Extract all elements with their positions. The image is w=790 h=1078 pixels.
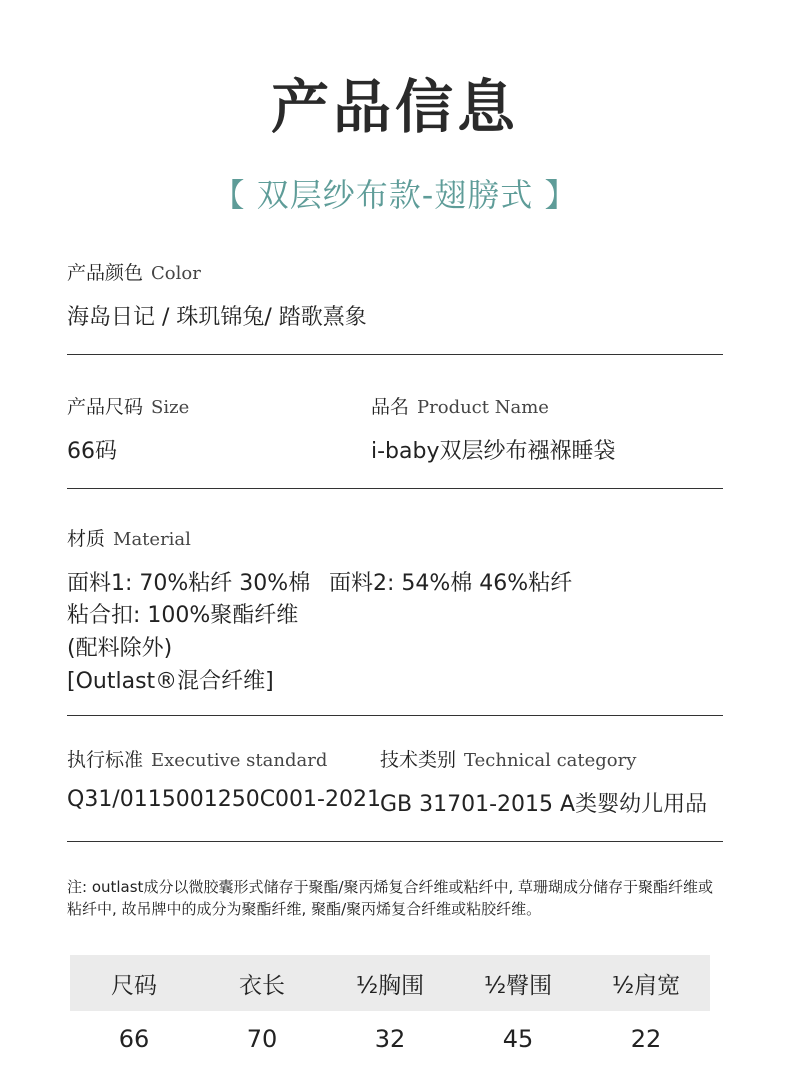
- tech-value: GB 31701-2015 A类婴幼儿用品: [380, 792, 708, 817]
- color-label-en: Color: [151, 263, 201, 284]
- cell-hip: 45: [502, 1025, 534, 1053]
- divider: [67, 488, 723, 489]
- header-length: 衣长: [239, 972, 285, 999]
- size-label: [67, 392, 189, 419]
- material-fabric-2: 面料2: 54%棉 46%粘纤: [329, 571, 573, 596]
- size-table-header: [70, 955, 710, 1011]
- tech-label-cn: 技术类别: [380, 749, 457, 771]
- header-chest: ½胸围: [355, 972, 425, 999]
- standard-label: [67, 745, 327, 772]
- product-name-label-cn: 品名: [371, 396, 410, 418]
- product-name-label-en: Product Name: [417, 397, 549, 418]
- page-title: 产品信息: [270, 73, 519, 141]
- standard-value: Q31/0115001250C001-2021: [67, 787, 381, 812]
- product-name-value: i-baby双层纱布襁褓睡袋: [371, 439, 616, 464]
- material-fastener: 粘合扣: 100%聚酯纤维: [67, 603, 299, 628]
- header-hip: ½臀围: [483, 972, 553, 999]
- material-label-cn: 材质: [67, 528, 106, 550]
- material-excluded: (配料除外): [67, 636, 173, 661]
- header-size: 尺码: [111, 972, 157, 999]
- color-label: [67, 258, 201, 285]
- tech-label: [380, 745, 636, 772]
- size-label-cn: 产品尺码: [67, 396, 144, 418]
- cell-shoulder: 22: [630, 1025, 662, 1053]
- cell-size: 66: [118, 1025, 150, 1053]
- divider: [67, 715, 723, 716]
- standard-label-en: Executive standard: [151, 750, 328, 771]
- size-value: 66码: [67, 439, 117, 464]
- size-label-en: Size: [151, 397, 190, 418]
- tech-label-en: Technical category: [464, 750, 637, 771]
- material-label: [67, 524, 191, 551]
- table-row: [70, 1011, 710, 1067]
- standard-label-cn: 执行标准: [67, 749, 144, 771]
- cell-length: 70: [246, 1025, 278, 1053]
- product-subtitle: 【 双层纱布款-翅膀式 】: [212, 176, 578, 214]
- composition-note: 注: outlast成分以微胶囊形式储存于聚酯/聚丙烯复合纤维或粘纤中, 草珊瑚成分储存于聚酯纤维或粘纤中, 故吊牌中的成分为聚酯纤维, 聚酯/聚丙烯复合纤维或粘胶纤维。: [67, 878, 714, 918]
- size-table: [70, 955, 710, 1067]
- header-shoulder: ½肩宽: [611, 972, 681, 999]
- material-outlast: [Outlast®混合纤维]: [67, 669, 274, 694]
- product-name-label: [371, 392, 549, 419]
- color-label-cn: 产品颜色: [67, 262, 144, 284]
- cell-chest: 32: [374, 1025, 406, 1053]
- divider: [67, 841, 723, 842]
- material-label-en: Material: [113, 529, 191, 550]
- material-fabric-1: 面料1: 70%粘纤 30%棉: [67, 571, 311, 596]
- divider: [67, 354, 723, 355]
- color-value: 海岛日记 / 珠玑锦兔/ 踏歌熹象: [67, 305, 367, 330]
